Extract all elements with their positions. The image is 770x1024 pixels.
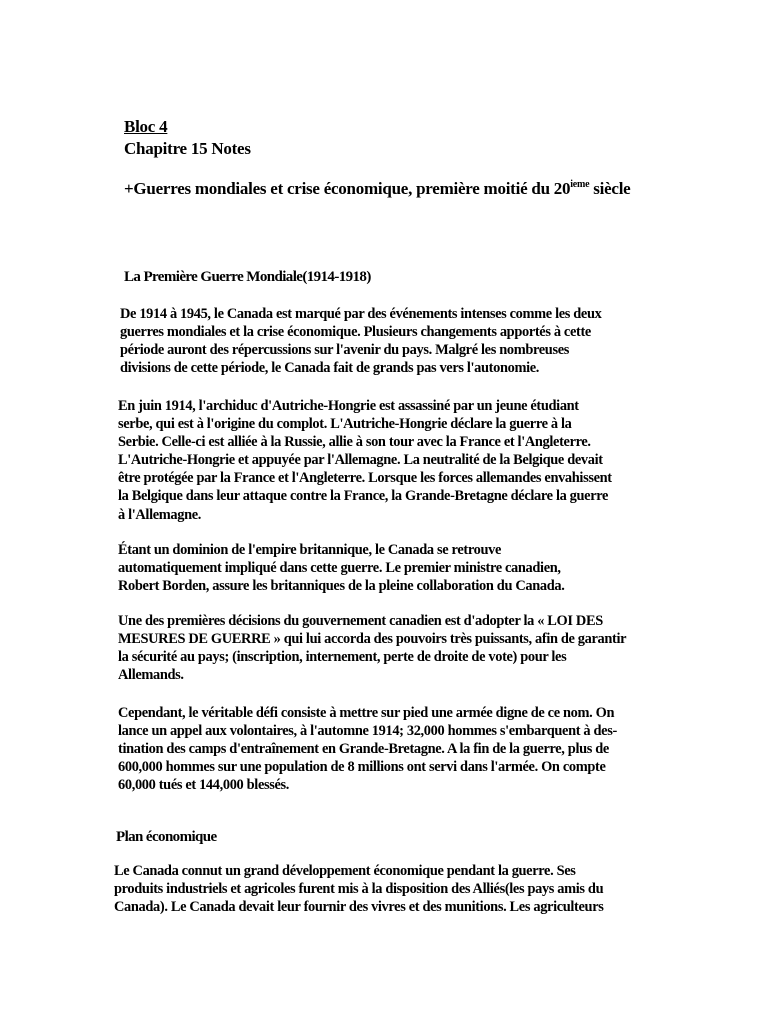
paragraph-dominion — [118, 541, 564, 595]
text-line: Allemands. — [118, 667, 184, 684]
title-main: +Guerres mondiales et crise économique, première moitié du 20 — [124, 179, 571, 198]
section-heading-premiere-guerre: La Première Guerre Mondiale(1914-1918) — [124, 269, 371, 285]
text-line: Serbie. Celle-ci est alliée à la Russie, allie à son tour avec la France et l'Angleterre. — [118, 434, 591, 451]
section-heading-plan-economique: Plan économique — [116, 829, 217, 845]
bloc-label: Bloc 4 — [124, 117, 168, 136]
paragraph-intro — [120, 305, 601, 377]
text-line: lance un appel aux volontaires, à l'automne 1914; 32,000 hommes s'embarquent à des- — [118, 723, 617, 740]
text-line: Canada). Le Canada devait leur fournir des vivres et des munitions. Les agriculteurs — [114, 899, 604, 916]
text-line: la Belgique dans leur attaque contre la France, la Grande-Bretagne déclare la guerre — [118, 488, 609, 505]
text-line: automatiquement impliqué dans cette guerre. Le premier ministre canadien, — [118, 560, 561, 577]
title-superscript: ieme — [570, 179, 590, 190]
paragraph-juin-1914 — [118, 397, 612, 524]
paragraph-loi-mesures-guerre — [118, 612, 626, 684]
text-line: MESURES DE GUERRE » qui lui accorda des pouvoirs très puissants, afin de garantir — [118, 631, 627, 648]
text-line: En juin 1914, l'archiduc d'Autriche-Hongrie est assassiné par un jeune étudiant — [118, 398, 579, 414]
chapter-label: Chapitre 15 Notes — [124, 139, 251, 158]
text-line: De 1914 à 1945, le Canada est marqué par des événements intenses comme les deux — [120, 306, 602, 322]
text-line: tination des camps d'entraînement en Grande-Bretagne. A la fin de la guerre, plus de — [118, 741, 609, 758]
text-line: être protégée par la France et l'Angleterre. Lorsque les forces allemandes envahissent — [118, 470, 612, 487]
title-tail: siècle — [589, 179, 631, 198]
paragraph-developpement-economique — [114, 862, 603, 916]
text-line: Cependant, le véritable défi consiste à mettre sur pied une armée digne de ce nom. On — [118, 705, 615, 721]
text-line: la sécurité au pays; (inscription, internement, perte de droite de vote) pour les — [118, 649, 567, 666]
text-line: serbe, qui est à l'origine du complot. L'Autriche-Hongrie déclare la guerre à la — [118, 416, 572, 433]
text-line: Le Canada connut un grand développement économique pendant la guerre. Ses — [114, 863, 576, 879]
paragraph-armee — [118, 704, 617, 794]
text-line: 600,000 hommes sur une population de 8 millions ont servi dans l'armée. On compte — [118, 759, 606, 776]
text-line: 60,000 tués et 144,000 blessés. — [118, 777, 290, 794]
text-line: Une des premières décisions du gouvernement canadien est d'adopter la « LOI DES — [118, 613, 603, 629]
text-line: divisions de cette période, le Canada fait de grands pas vers l'autonomie. — [120, 360, 540, 377]
text-line: Étant un dominion de l'empire britannique, le Canada se retrouve — [118, 542, 501, 558]
document-title — [124, 178, 630, 200]
text-line: période auront des répercussions sur l'avenir du pays. Malgré les nombreuses — [120, 342, 569, 359]
text-line: L'Autriche-Hongrie et appuyée par l'Allemagne. La neutralité de la Belgique devait — [118, 452, 603, 469]
text-line: guerres mondiales et la crise économique. Plusieurs changements apportés à cette — [120, 324, 591, 341]
text-line: Robert Borden, assure les britanniques de la pleine collaboration du Canada. — [118, 578, 565, 595]
text-line: à l'Allemagne. — [118, 506, 202, 523]
text-line: produits industriels et agricoles furent mis à la disposition des Alliés(les pays amis du — [114, 881, 604, 898]
